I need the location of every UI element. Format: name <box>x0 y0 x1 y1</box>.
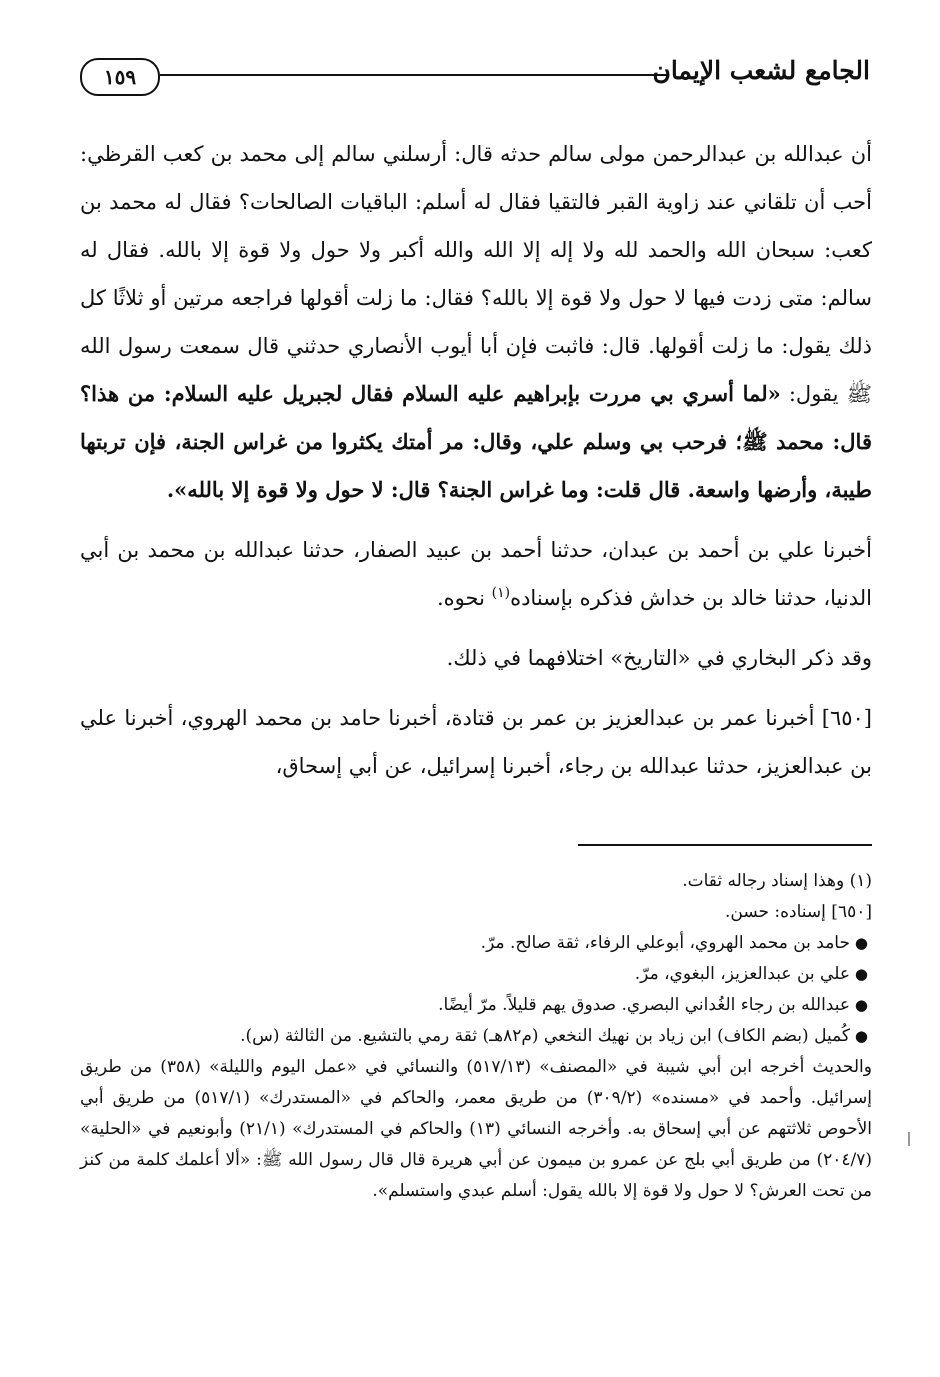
footnote-ref: (١) <box>491 585 511 601</box>
footnotes <box>80 866 872 1207</box>
narrator-text: علي بن عبدالعزيز، البغوي، مرّ. <box>634 964 850 984</box>
paragraph-hadith-650: [٦٥٠] أخبرنا عمر بن عبدالعزيز بن عمر بن قتادة، أخبرنا حامد بن محمد الهروي، أخبرنا علي بن عبدالعزيز، حدثنا عبدالله بن رجاء، أخبرنا إسرائيل، عن أبي إسحاق، <box>80 706 872 778</box>
bullet-icon: ● <box>854 965 868 983</box>
paragraph-bukhari: وقد ذكر البخاري في «التاريخ» اختلافهما في ذلك. <box>446 646 872 670</box>
list-item <box>80 928 872 959</box>
bullet-icon: ● <box>854 1027 868 1045</box>
narrator-text: كُميل (بضم الكاف) ابن زياد بن نهيك النخعي (م٨٢هـ) ثقة رمي بالتشيع. من الثالثة (س). <box>240 1026 850 1046</box>
page-number: ١٥٩ <box>80 58 160 96</box>
paragraph-chain <box>80 526 872 622</box>
running-title: الجامع لشعب الإيمان <box>652 56 870 85</box>
running-header <box>78 48 870 110</box>
bullet-icon: ● <box>854 996 868 1014</box>
narration-text: أن عبدالله بن عبدالرحمن مولى سالم حدثه قال: أرسلني سالم إلى محمد بن كعب القرظي: أحب أن تلقاني عند زاوية القبر فالتقيا فقال له أسلم: الباقيات الصالحات؟ فقال له محمد بن كعب: سبحان الله والحمد لله ولا إله إلا الله والله أكبر ولا حول ولا قوة إلا بالله. فقال له سالم: متى زدت فيها لا حول ولا قوة إلا بالله؟ فقال: ما زلت أقولها فراجعه مرتين أو ثلاثًا كل ذلك يقول: ما زلت أقولها. قال: فاثبت فإن أبا أيوب الأنصاري حدثني قال سمعت رسول الله ﷺ يقول: <box>80 142 872 406</box>
list-item <box>80 1021 872 1052</box>
chain-tail: نحوه. <box>436 586 492 610</box>
list-item <box>80 959 872 990</box>
footnote-650-head: [٦٥٠] إسناده: حسن. <box>725 902 872 922</box>
header-rule <box>160 74 667 76</box>
takhrij-note: والحديث أخرجه ابن أبي شيبة في «المصنف» (٥١٧/١٣) والنسائي في «عمل اليوم والليلة» (٣٥٨) من طريق إسرائيل. وأحمد في «مسنده» (٣٠٩/٢) من طريق معمر، والحاكم في «المستدرك» (٥١٧/١) من طريق أبي الأحوص ثلاثتهم عن أبي إسحاق به. وأخرجه النسائي (١٣) والحاكم في المستدرك» (٢١/١) وأبونعيم في «الحلية» (٢٠٤/٧) من طريق أبي بلج عن عمرو بن ميمون عن أبي هريرة قال قال رسول الله ﷺ: «ألا أعلمك كلمة من كنز من تحت العرش؟ لا حول ولا قوة إلا بالله يقول: أسلم عبدي واستسلم». <box>80 1057 873 1201</box>
hadith-text: «لما أسري بي مررت بإبراهيم عليه السلام فقال لجبريل عليه السلام: من هذا؟ قال: محمد ﷺ؛ فرحب بي وسلم علي، وقال: مر أمتك يكثروا من غراس الجنة، فإن تربتها طيبة، وأرضها واسعة. قال قلت: وما غراس الجنة؟ قال: لا حول ولا قوة إلا بالله». <box>80 381 872 502</box>
chain-text: أخبرنا علي بن أحمد بن عبدان، حدثنا أحمد بن عبيد الصفار، حدثنا عبدالله بن محمد بن أبي الدنيا، حدثنا خالد بن خداش فذكره بإسناده <box>80 538 872 610</box>
narrator-list <box>80 928 872 1052</box>
main-text <box>80 130 872 790</box>
scan-mark <box>908 1132 910 1146</box>
list-item <box>80 990 872 1021</box>
narrator-text: عبدالله بن رجاء الغُداني البصري. صدوق يهم قليلاً. مرّ أيضًا. <box>438 995 850 1015</box>
footnote-divider <box>578 844 872 846</box>
footnote-1: (١) وهذا إسناد رجاله ثقات. <box>682 871 872 891</box>
narrator-text: حامد بن محمد الهروي، أبوعلي الرفاء، ثقة صالح. مرّ. <box>480 933 850 953</box>
bullet-icon: ● <box>854 934 868 952</box>
paragraph-narration <box>80 130 872 514</box>
